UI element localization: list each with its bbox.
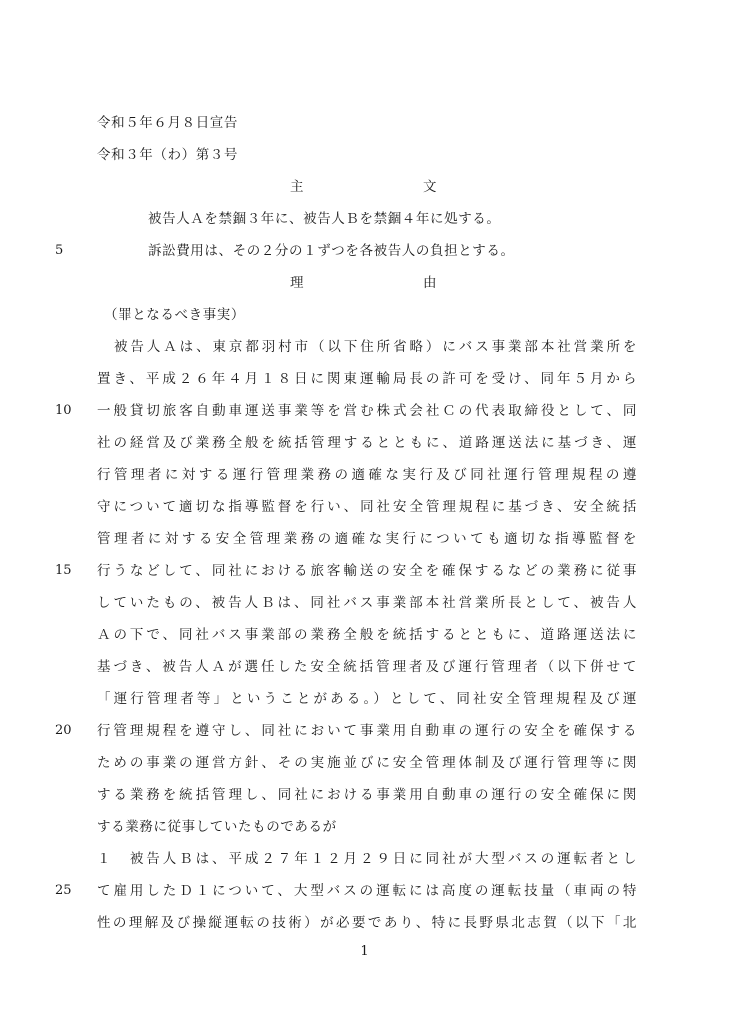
item-1-line: て雇用したＤ１について、大型バスの運転には高度の運転技量（車両の特: [97, 883, 637, 899]
paragraph-line: 被告人Ａは、東京都羽村市（以下住所省略）にバス事業部本社営業所を: [114, 339, 637, 355]
line-number: 10: [55, 403, 72, 418]
main-text-line: 訴訟費用は、その２分の１ずつを各被告人の負担とする。: [148, 243, 515, 259]
paragraph-line: 社の経営及び業務全般を統括管理するとともに、道路運送法に基づき、運: [97, 435, 637, 451]
main-text-line: 被告人Ａを禁錮３年に、被告人Ｂを禁錮４年に処する。: [148, 211, 501, 227]
item-1-line: 性の理解及び操縦運転の技術）が必要であり、特に長野県北志賀（以下「北: [97, 915, 637, 931]
item-1-line: １ 被告人Ｂは、平成２７年１２月２９日に同社が大型バスの運転者とし: [97, 851, 637, 867]
paragraph-line: 行管理者に対する運行管理業務の適確な実行及び同社運行管理規程の遵: [97, 467, 637, 483]
pronouncement-date: 令和５年６月８日宣告: [97, 115, 238, 131]
line-number: 20: [55, 723, 72, 738]
paragraph-line: 置き、平成２６年４月１８日に関東運輸局長の許可を受け、同年５月から: [97, 371, 637, 387]
paragraph-line: する業務を統括管理し、同社における事業用自動車の運行の安全確保に関: [97, 787, 637, 803]
reason-heading-right: 由: [423, 275, 437, 291]
main-heading-left: 主: [290, 179, 304, 195]
paragraph-line: 「運行管理者等」ということがある。）として、同社安全管理規程及び運: [97, 691, 637, 707]
line-number: 5: [55, 243, 64, 258]
main-heading-right: 文: [423, 179, 437, 195]
paragraph-line: 行うなどして、同社における旅客輸送の安全を確保するなどの業務に従事: [97, 563, 637, 579]
paragraph-line: Ａの下で、同社バス事業部の業務全般を統括するとともに、道路運送法に: [97, 627, 637, 643]
section-title: （罪となるべき事実）: [104, 307, 245, 323]
line-number: 25: [55, 883, 72, 898]
paragraph-line: 行管理規程を遵守し、同社において事業用自動車の運行の安全を確保する: [97, 723, 637, 739]
paragraph-line: していたもの、被告人Ｂは、同社バス事業部本社営業所長として、被告人: [97, 595, 637, 611]
paragraph-line: する業務に従事していたものであるが: [97, 819, 337, 835]
paragraph-line: 守について適切な指導監督を行い、同社安全管理規程に基づき、安全統括: [97, 499, 637, 515]
paragraph-line: 管理者に対する安全管理業務の適確な実行についても適切な指導監督を: [97, 531, 637, 547]
paragraph-line: ための事業の運営方針、その実施並びに安全管理体制及び運行管理等に関: [97, 755, 637, 771]
line-number: 15: [55, 563, 72, 578]
page-number: 1: [360, 944, 369, 959]
case-number: 令和３年（わ）第３号: [97, 147, 238, 163]
paragraph-line: 基づき、被告人Ａが選任した安全統括管理者及び運行管理者（以下併せて: [97, 659, 637, 675]
paragraph-line: 一般貸切旅客自動車運送事業等を営む株式会社Ｃの代表取締役として、同: [97, 403, 637, 419]
reason-heading-left: 理: [290, 275, 304, 291]
